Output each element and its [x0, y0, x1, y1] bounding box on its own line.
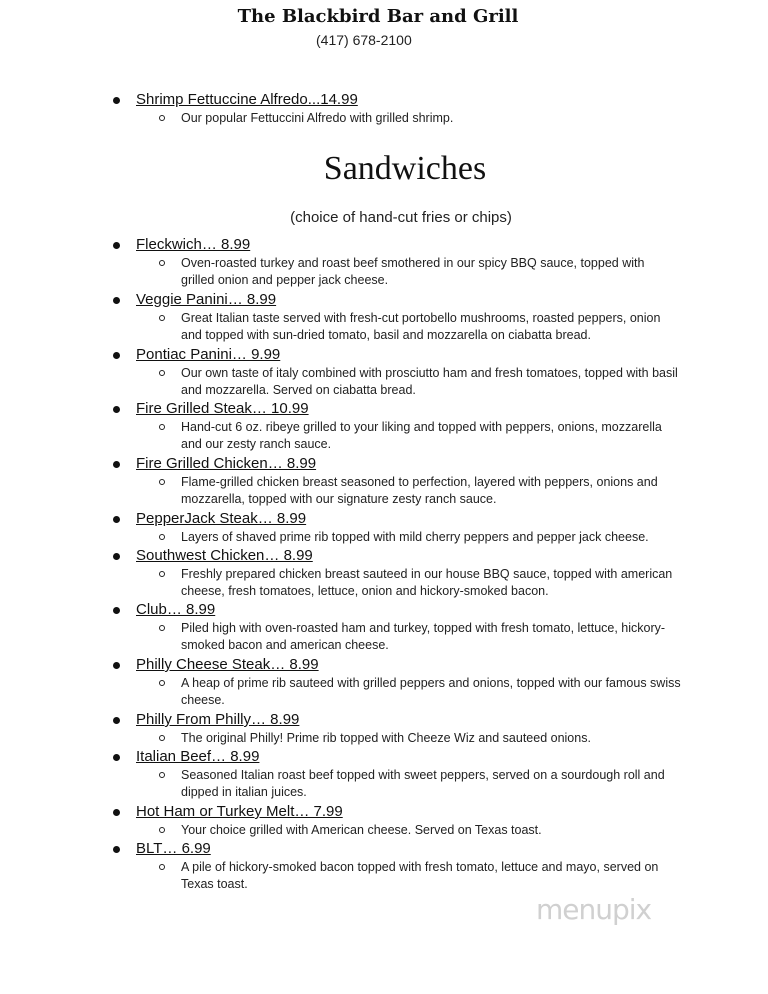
item-name: Shrimp Fettuccine Alfredo...14.99 — [136, 91, 358, 108]
item-description: Our popular Fettuccini Alfredo with grilled shrimp. — [181, 111, 454, 125]
bullet-icon — [113, 717, 120, 724]
item-description: Flame-grilled chicken breast seasoned to perfection, layered with peppers, onions and mozzarella, topped with our signature zesty ranch sauce. — [181, 475, 658, 506]
item-name: PepperJack Steak… 8.99 — [136, 510, 307, 527]
bullet-icon — [113, 352, 120, 359]
sub-bullet-icon — [159, 735, 165, 741]
item-description: Our own taste of italy combined with prosciutto ham and fresh tomatoes, topped with basil and mozzarella. Served on ciabatta bread. — [181, 366, 678, 397]
item-name: BLT… 6.99 — [136, 840, 211, 857]
item-name: Veggie Panini… 8.99 — [136, 291, 277, 308]
item-description: Piled high with oven-roasted ham and turkey, topped with fresh tomato, lettuce, hickory-smoked bacon and american cheese. — [181, 621, 666, 652]
sub-bullet-icon — [159, 571, 165, 577]
restaurant-name: The Blackbird Bar and Grill — [237, 6, 519, 27]
item-name: Philly From Philly… 8.99 — [136, 711, 300, 728]
item-description: Seasoned Italian roast beef topped with sweet peppers, served on a sourdough roll and dipped in italian juices. — [181, 768, 665, 799]
item-description: A pile of hickory-smoked bacon topped with fresh tomato, lettuce and mayo, served on Texas toast. — [181, 860, 659, 891]
item-description: Hand-cut 6 oz. ribeye grilled to your liking and topped with peppers, onions, mozzarella and our zesty ranch sauce. — [181, 420, 662, 451]
phone-number: (417) 678-2100 — [316, 32, 412, 48]
bullet-icon — [113, 607, 120, 614]
item-description: Freshly prepared chicken breast sauteed in our house BBQ sauce, topped with american cheese, fresh tomatoes, lettuce, onion and hickory-smoked bacon. — [181, 567, 673, 598]
item-description: Your choice grilled with American cheese. Served on Texas toast. — [181, 823, 542, 837]
bullet-icon — [113, 516, 120, 523]
item-description: Oven-roasted turkey and roast beef smothered in our spicy BBQ sauce, topped with grilled onion and pepper jack cheese. — [181, 256, 645, 287]
bullet-icon — [113, 461, 120, 468]
sub-bullet-icon — [159, 260, 165, 266]
item-name: Southwest Chicken… 8.99 — [136, 547, 313, 564]
bullet-icon — [113, 97, 120, 104]
section-title: Sandwiches — [323, 150, 487, 187]
item-name: Philly Cheese Steak… 8.99 — [136, 656, 319, 673]
sub-bullet-icon — [159, 772, 165, 778]
bullet-icon — [113, 846, 120, 853]
item-description: Great Italian taste served with fresh-cut portobello mushrooms, roasted peppers, onion and topped with sun-dried tomato, basil and mozzarella on ciabatta bread. — [181, 311, 661, 342]
sub-bullet-icon — [159, 315, 165, 321]
item-name: Fire Grilled Chicken… 8.99 — [136, 455, 317, 472]
bullet-icon — [113, 553, 120, 560]
item-description: The original Philly! Prime rib topped with Cheeze Wiz and sauteed onions. — [181, 731, 591, 745]
sub-bullet-icon — [159, 424, 165, 430]
watermark-logo: menupix — [536, 893, 652, 926]
bullet-icon — [113, 297, 120, 304]
bullet-icon — [113, 809, 120, 816]
bullet-icon — [113, 242, 120, 249]
item-name: Hot Ham or Turkey Melt… 7.99 — [136, 803, 343, 820]
sub-bullet-icon — [159, 534, 165, 540]
sub-bullet-icon — [159, 864, 165, 870]
sub-bullet-icon — [159, 479, 165, 485]
bullet-icon — [113, 406, 120, 413]
item-name: Fire Grilled Steak… 10.99 — [136, 400, 309, 417]
sub-bullet-icon — [159, 625, 165, 631]
bullet-icon — [113, 754, 120, 761]
item-description: Layers of shaved prime rib topped with mild cherry peppers and pepper jack cheese. — [181, 530, 649, 544]
sub-bullet-icon — [159, 115, 165, 121]
sub-bullet-icon — [159, 680, 165, 686]
bullet-icon — [113, 662, 120, 669]
item-name: Fleckwich… 8.99 — [136, 236, 251, 253]
item-description: A heap of prime rib sauteed with grilled peppers and onions, topped with our famous swiss cheese. — [181, 676, 681, 707]
item-name: Club… 8.99 — [136, 601, 216, 618]
item-name: Italian Beef… 8.99 — [136, 748, 260, 765]
sub-bullet-icon — [159, 370, 165, 376]
item-name: Pontiac Panini… 9.99 — [136, 346, 281, 363]
sub-bullet-icon — [159, 827, 165, 833]
section-note: (choice of hand-cut fries or chips) — [290, 209, 512, 226]
